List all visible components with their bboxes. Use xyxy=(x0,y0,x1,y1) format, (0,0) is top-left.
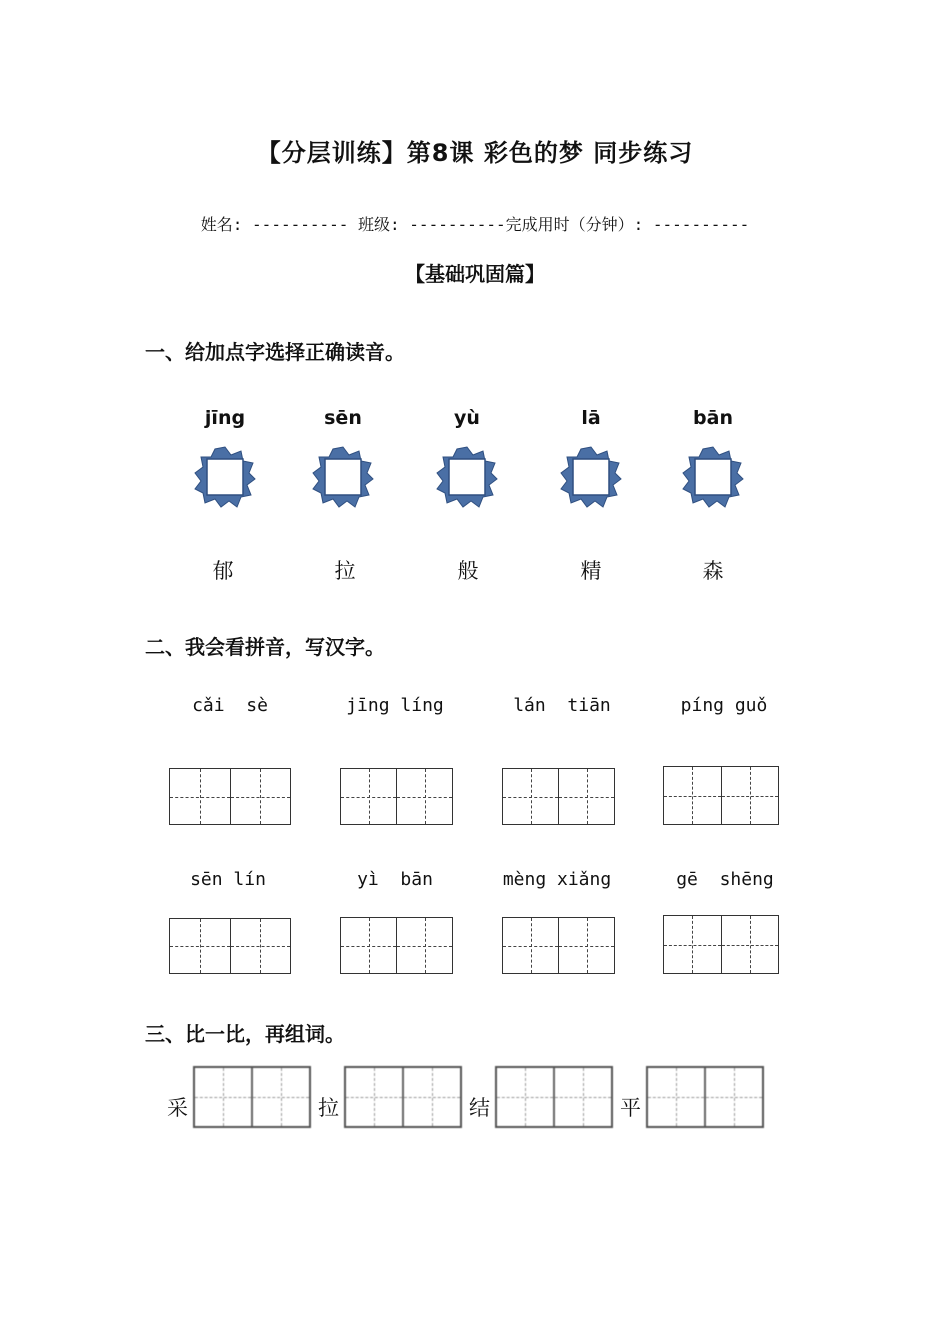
character-1: 郁 xyxy=(212,559,234,583)
pinyin-label: sēn xyxy=(324,407,362,429)
answer-box-3[interactable] xyxy=(435,445,499,509)
section-subtitle: 【基础巩固篇】 xyxy=(405,262,545,286)
compare-character-3: 结 xyxy=(469,1096,490,1120)
section3-heading: 三、比一比，再组词。 xyxy=(145,1022,345,1046)
word-grid[interactable] xyxy=(344,1066,462,1128)
pinyin-label: lā xyxy=(581,407,601,429)
time-label: 完成用时（分钟）: xyxy=(505,215,644,234)
pinyin-label: yù xyxy=(454,407,480,429)
pinyin-option-3 xyxy=(412,407,522,509)
section2-heading: 二、我会看拼音，写汉字。 xyxy=(145,635,385,659)
pinyin-label: píng guǒ xyxy=(680,695,768,716)
answer-box-4[interactable] xyxy=(559,445,623,509)
page-title: 【分层训练】第8课 彩色的梦 同步练习 xyxy=(256,139,694,167)
answer-box-1[interactable] xyxy=(193,445,257,509)
compare-character-4: 平 xyxy=(620,1096,641,1120)
class-blank[interactable]: ---------- xyxy=(409,215,506,234)
section1-heading: 一、给加点字选择正确读音。 xyxy=(145,340,405,364)
pinyin-label: jīng líng xyxy=(346,695,444,716)
class-label: 班级: xyxy=(358,215,400,234)
character-3: 般 xyxy=(457,559,479,583)
writing-grid[interactable] xyxy=(502,917,615,974)
character-2: 拉 xyxy=(334,559,356,583)
pinyin-option-1 xyxy=(170,407,280,509)
pinyin-option-5 xyxy=(658,407,768,509)
writing-grid[interactable] xyxy=(340,917,453,974)
answer-box-2[interactable] xyxy=(311,445,375,509)
writing-grid[interactable] xyxy=(663,766,779,825)
character-5: 森 xyxy=(702,559,724,583)
pinyin-label: cǎi sè xyxy=(192,695,268,716)
name-blank[interactable]: ---------- xyxy=(252,215,349,234)
time-blank[interactable]: ---------- xyxy=(652,215,750,234)
student-info-row xyxy=(0,212,950,235)
pinyin-label: lán tiān xyxy=(513,695,611,716)
word-grid[interactable] xyxy=(193,1066,311,1128)
compare-character-1: 采 xyxy=(167,1096,188,1120)
pinyin-label: gē shēng xyxy=(676,869,774,890)
answer-box-5[interactable] xyxy=(681,445,745,509)
pinyin-label: mèng xiǎng xyxy=(502,869,612,890)
writing-grid[interactable] xyxy=(169,918,291,974)
pinyin-label: jīng xyxy=(204,407,246,429)
pinyin-label: bān xyxy=(693,407,733,429)
pinyin-label: sēn lín xyxy=(190,869,266,890)
writing-grid[interactable] xyxy=(663,915,779,974)
writing-grid[interactable] xyxy=(169,768,291,825)
character-4: 精 xyxy=(580,559,602,583)
pinyin-label: yì bān xyxy=(357,869,433,890)
word-grid[interactable] xyxy=(495,1066,613,1128)
pinyin-option-4 xyxy=(536,407,646,509)
writing-grid[interactable] xyxy=(340,768,453,825)
word-grid[interactable] xyxy=(646,1066,764,1128)
compare-character-2: 拉 xyxy=(318,1096,339,1120)
name-label: 姓名: xyxy=(200,215,243,234)
pinyin-option-2 xyxy=(288,407,398,509)
writing-grid[interactable] xyxy=(502,768,615,825)
